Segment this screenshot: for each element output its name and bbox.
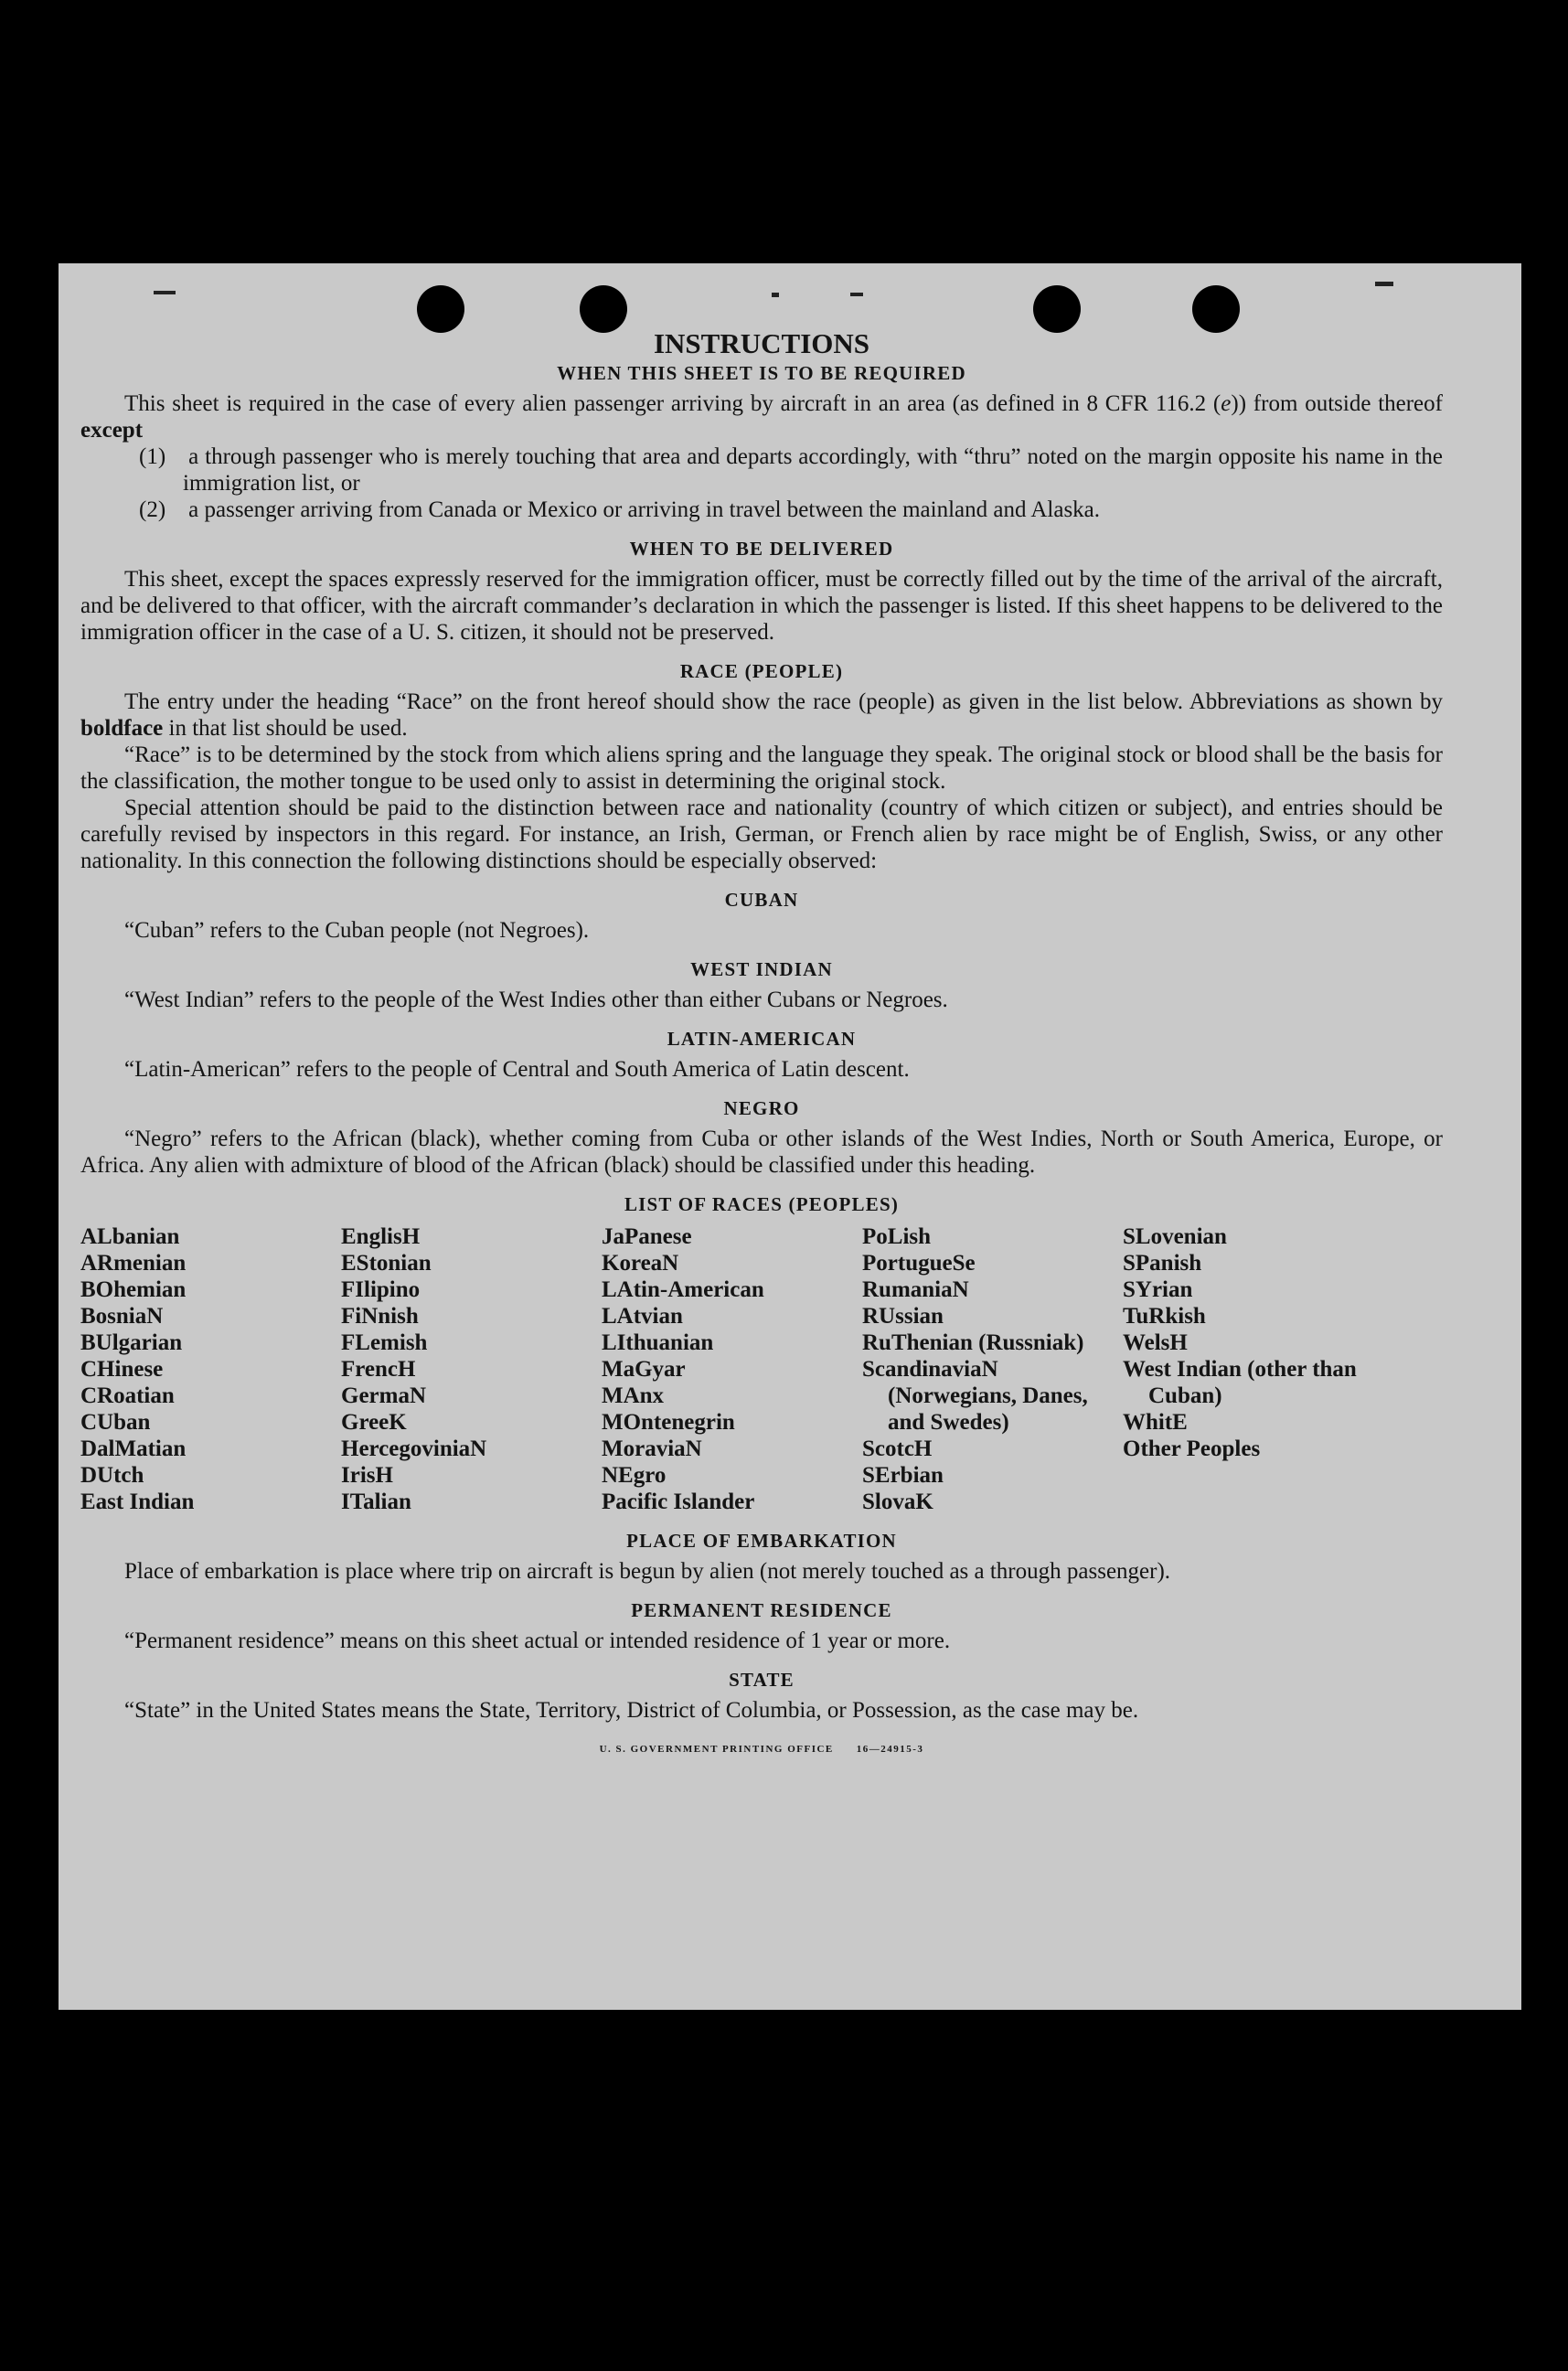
exception-item: (2) a passenger arriving from Canada or Mexico or arriving in travel between the mainland and Alaska.	[139, 497, 1101, 522]
race-entry: CHinese	[80, 1357, 164, 1382]
race-entry: TuRkish	[1123, 1304, 1206, 1329]
race-entry: GreeK	[341, 1410, 407, 1435]
ink-mark	[772, 293, 779, 297]
races-list	[80, 1223, 1443, 1515]
race-entry: SYrian	[1123, 1277, 1193, 1302]
race-entry: CRoatian	[80, 1383, 175, 1408]
punch-hole	[417, 285, 464, 333]
section-heading-race: RACE (PEOPLE)	[679, 660, 844, 682]
ink-mark	[1375, 282, 1393, 286]
races-column	[602, 1223, 862, 1515]
paragraph-cuban: “Cuban” refers to the Cuban people (not Negroes).	[124, 918, 590, 943]
paragraph-race-1	[80, 689, 1443, 742]
section-heading-residence: PERMANENT RESIDENCE	[631, 1599, 892, 1621]
race-entry: LAtvian	[602, 1304, 683, 1329]
section-heading-west-indian: WEST INDIAN	[690, 958, 833, 980]
text-segment-bold: except	[80, 418, 144, 443]
race-entry: PoLish	[862, 1224, 932, 1249]
race-entry: SPanish	[1123, 1251, 1202, 1276]
race-entry: NEgro	[602, 1463, 667, 1488]
race-entry: RUssian	[862, 1304, 944, 1329]
race-entry: EStonian	[341, 1251, 432, 1276]
printing-office-footer: U. S. GOVERNMENT PRINTING OFFICE 16—24915-3	[599, 1744, 924, 1755]
section-heading-latin-american: LATIN-AMERICAN	[667, 1028, 857, 1050]
paragraph-embarkation: Place of embarkation is place where trip on aircraft is begun by alien (not merely touched as a through passenger).	[124, 1559, 1171, 1584]
paragraph-race-3: Special attention should be paid to the distinction between race and nationality (country of which citizen or subject), and entries should be carefully revised by inspectors in this regard. For instance, an Irish, German, or French alien by race might be of English, Swiss, or any other nationality. In this connection the following distinctions should be especially observed:	[80, 796, 1443, 873]
section-heading-state: STATE	[729, 1669, 795, 1691]
race-entry: SErbian	[862, 1463, 944, 1488]
race-entry: CUban	[80, 1410, 151, 1435]
race-entry: ScotcH	[862, 1436, 933, 1461]
race-entry: EnglisH	[341, 1224, 421, 1249]
race-entry: MaGyar	[602, 1357, 686, 1382]
race-entry: WhitE	[1123, 1410, 1188, 1435]
section-heading-when-required: WHEN THIS SHEET IS TO BE REQUIRED	[557, 362, 966, 384]
race-entry: DalMatian	[80, 1436, 187, 1461]
race-entry: LAtin-American	[602, 1277, 764, 1302]
text-segment: )) from outside thereof	[1231, 391, 1443, 416]
races-column	[862, 1223, 1123, 1515]
races-column	[1123, 1223, 1397, 1515]
race-entry: ITalian	[341, 1490, 411, 1514]
race-entry: JaPanese	[602, 1224, 692, 1249]
race-entry: SlovaK	[862, 1490, 933, 1514]
race-entry: ALbanian	[80, 1224, 180, 1249]
race-entry: HercegoviniaN	[341, 1436, 487, 1461]
paragraph-when-required	[80, 390, 1443, 443]
race-entry: WelsH	[1123, 1330, 1188, 1355]
race-entry: SLovenian	[1123, 1224, 1227, 1249]
race-entry: ScandinaviaN (Norwegians, Danes, and Swedes)	[862, 1357, 1088, 1435]
ink-mark	[154, 291, 176, 294]
section-heading-embarkation: PLACE OF EMBARKATION	[626, 1530, 897, 1552]
races-column	[341, 1223, 602, 1515]
paragraph-negro: “Negro” refers to the African (black), whether coming from Cuba or other islands of the West Indies, North or South America, Europe, or Africa. Any alien with admixture of blood of the African (black) should be classified under this heading.	[80, 1127, 1443, 1178]
race-entry: BUlgarian	[80, 1330, 183, 1355]
race-entry: FiNnish	[341, 1304, 419, 1329]
race-entry: RumaniaN	[862, 1277, 969, 1302]
text-segment-bold: boldface	[80, 716, 164, 741]
section-heading-negro: NEGRO	[723, 1097, 800, 1119]
paragraph-state: “State” in the United States means the State, Territory, District of Columbia, or Possession, as the case may be.	[124, 1698, 1139, 1723]
ink-mark	[850, 293, 863, 296]
race-entry: KoreaN	[602, 1251, 679, 1276]
race-entry: IrisH	[341, 1463, 393, 1488]
race-entry: RuThenian (Russniak)	[862, 1330, 1084, 1355]
race-entry: PortugueSe	[862, 1251, 976, 1276]
document-body	[80, 327, 1443, 1763]
punch-hole	[1192, 285, 1240, 333]
section-heading-when-delivered: WHEN TO BE DELIVERED	[629, 538, 894, 560]
punch-hole	[1033, 285, 1081, 333]
text-segment-italic: e	[1221, 391, 1232, 416]
race-entry: BosniaN	[80, 1304, 164, 1329]
race-entry: Pacific Islander	[602, 1490, 755, 1514]
race-entry: MoraviaN	[602, 1436, 702, 1461]
race-entry: East Indian	[80, 1490, 195, 1514]
race-entry: GermaN	[341, 1383, 427, 1408]
race-entry: DUtch	[80, 1463, 144, 1488]
paragraph-latin-american: “Latin-American” refers to the people of Central and South America of Latin descent.	[124, 1057, 910, 1082]
paragraph-when-delivered: This sheet, except the spaces expressly reserved for the immigration officer, must be correctly filled out by the time of the arrival of the aircraft, and be delivered to that officer, with the aircraft commander’s declaration in which the passenger is listed. If this sheet happens to be delivered to the immigration officer in the case of a U. S. citizen, it should not be preserved.	[80, 567, 1443, 645]
race-entry: FIlipino	[341, 1277, 421, 1302]
text-segment: The entry under the heading “Race” on the front hereof should show the race (people) as given in the list below. Abbreviations as shown by	[124, 689, 1443, 714]
text-segment: in that list should be used.	[163, 716, 408, 741]
race-entry: FrencH	[341, 1357, 416, 1382]
race-entry: MOntenegrin	[602, 1410, 735, 1435]
paragraph-residence: “Permanent residence” means on this sheet actual or intended residence of 1 year or more.	[124, 1629, 951, 1653]
instruction-sheet	[59, 263, 1521, 2010]
section-heading-cuban: CUBAN	[724, 889, 799, 911]
paragraph-race-2: “Race” is to be determined by the stock from which aliens spring and the language they speak. The original stock or blood shall be the basis for the classification, the mother tongue to be used only to assist in determining the original stock.	[80, 742, 1443, 794]
punch-hole	[580, 285, 627, 333]
race-entry: Other Peoples	[1123, 1436, 1261, 1461]
race-entry: ARmenian	[80, 1251, 187, 1276]
paragraph-west-indian: “West Indian” refers to the people of the West Indies other than either Cubans or Negroes.	[124, 988, 948, 1012]
race-entry: BOhemian	[80, 1277, 187, 1302]
exception-item: (1) a through passenger who is merely touching that area and departs accordingly, with “thru” noted on the margin opposite his name in the immigration list, or	[139, 444, 1443, 496]
races-column	[80, 1223, 341, 1515]
race-entry: FLemish	[341, 1330, 428, 1355]
race-entry: MAnx	[602, 1383, 665, 1408]
race-entry: LIthuanian	[602, 1330, 714, 1355]
race-entry: West Indian (other than Cuban)	[1123, 1357, 1357, 1408]
section-heading-races-list: LIST OF RACES (PEOPLES)	[624, 1193, 900, 1215]
page-title: INSTRUCTIONS	[653, 327, 869, 359]
text-segment: This sheet is required in the case of every alien passenger arriving by aircraft in an area (as defined in 8 CFR 116.2 (	[124, 391, 1221, 416]
